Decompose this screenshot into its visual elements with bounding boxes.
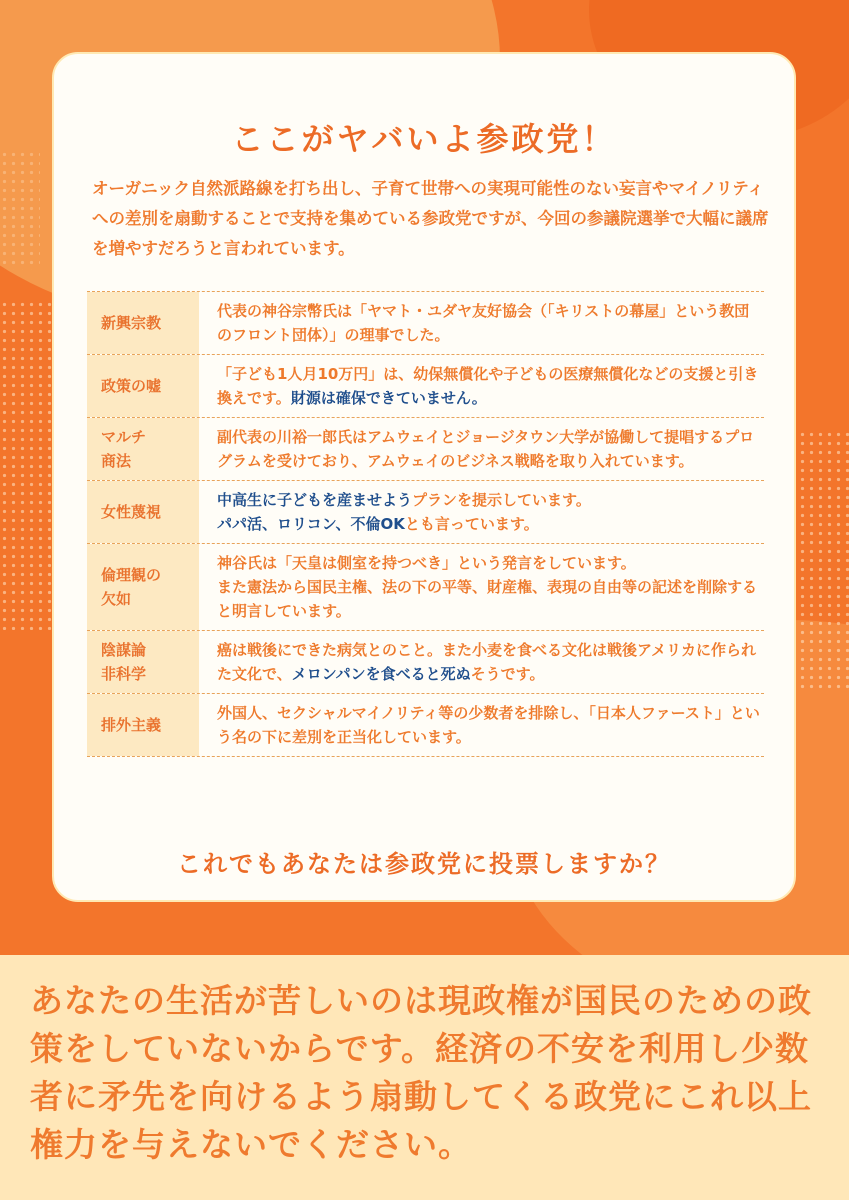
- dot-pattern: [789, 430, 849, 690]
- dot-pattern: [0, 150, 40, 270]
- bottom-banner: [0, 955, 849, 1200]
- row-description: 代表の神谷宗幣氏は「ヤマト・ユダヤ友好協会（「キリストの幕屋」という教団のフロント団体）」の理事でした。: [217, 302, 750, 344]
- row-label: 倫理観の 欠如: [87, 544, 199, 630]
- row-label: 陰謀論 非科学: [87, 631, 199, 693]
- page-title: ここがヤバいよ参政党！: [231, 120, 617, 158]
- row-description: 癌は戦後にできた病気とのこと。また小麦を食べる文化は戦後アメリカに作られた文化で、メロンパンを食べると死ぬそうです。: [217, 641, 756, 683]
- row-label: 女性蔑視: [87, 481, 199, 543]
- row-description: 神谷氏は「天皇は側室を持つべき」という発言をしています。 また憲法から国民主権、法の下の平等、財産権、表現の自由等の記述を削除すると明言しています。: [217, 554, 758, 620]
- closing-question: これでもあなたは参政党に投票しますか？: [177, 850, 671, 878]
- table-row: [87, 631, 764, 694]
- highlight-text: 中高生に子どもを産ませよう: [217, 491, 413, 509]
- row-label: マルチ 商法: [87, 418, 199, 480]
- table-row: [87, 292, 764, 355]
- row-label: 政策の嘘: [87, 355, 199, 417]
- row-description: 外国人、セクシャルマイノリティ等の少数者を排除し、「日本人ファースト」という名の下に差別を正当化しています。: [217, 704, 760, 746]
- table-row: [87, 355, 764, 418]
- row-label: 新興宗教: [87, 292, 199, 354]
- row-description: 副代表の川裕一郎氏はアムウェイとジョージタウン大学が協働して提唱するプログラムを受けており、アムウェイのビジネス戦略を取り入れています。: [217, 428, 755, 470]
- table-row: [87, 694, 764, 757]
- issues-table: [87, 291, 764, 757]
- table-row: [87, 418, 764, 481]
- highlight-text: メロンパンを食べると死ぬ: [291, 665, 471, 683]
- bottom-message: あなたの生活が苦しいのは現政権が国民のための政策をしていないからです。経済の不安を利用し少数者に矛先を向けるよう扇動してくる政党にこれ以上権力を与えないでください。: [30, 981, 812, 1164]
- table-row: [87, 544, 764, 631]
- highlight-text: パパ活、ロリコン、不倫OK: [217, 515, 405, 533]
- row-label: 排外主義: [87, 694, 199, 756]
- intro-text: オーガニック自然派路線を打ち出し、子育て世帯への実現可能性のない妄言やマイノリティへの差別を扇動することで支持を集めている参政党ですが、今回の参議院選挙で大幅に議席を増やすだろうと言われています。: [92, 179, 769, 258]
- highlight-text: 財源は確保できていません。: [290, 389, 487, 407]
- row-description: 「子ども1人月10万円」は、幼保無償化や子どもの医療無償化などの支援と引き換えです。財源は確保できていません。: [217, 365, 759, 407]
- table-row: [87, 481, 764, 544]
- info-card: [52, 52, 796, 902]
- row-description: 中高生に子どもを産ませようプランを提示しています。 パパ活、ロリコン、不倫OKとも言っています。: [217, 491, 591, 533]
